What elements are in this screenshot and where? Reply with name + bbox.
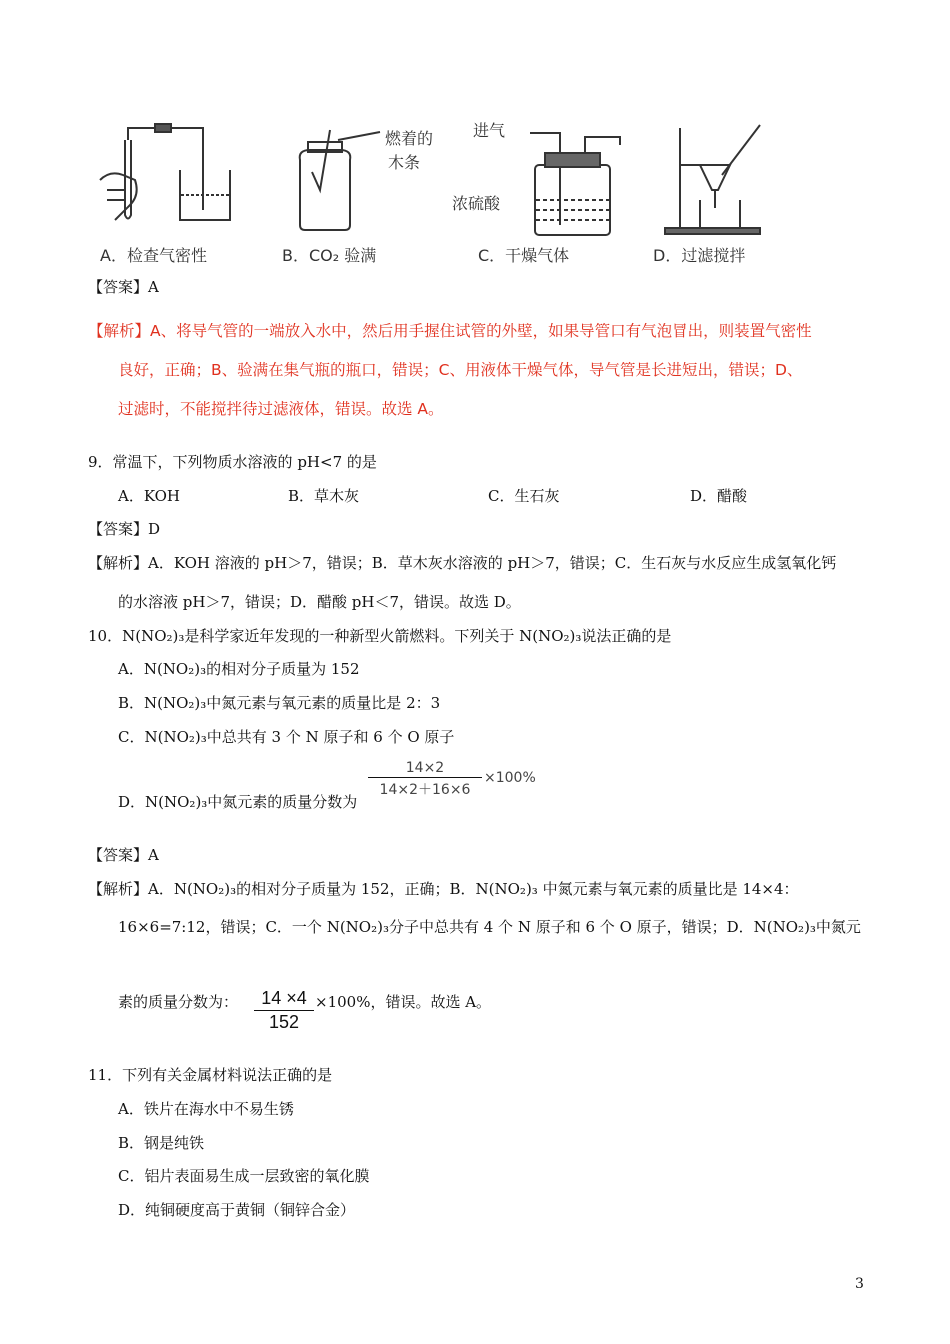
q9-option-b: B．草木灰 bbox=[288, 487, 360, 505]
q10-stem: 10．N(NO₂)₃是科学家近年发现的一种新型火箭燃料。下列关于 N(NO₂)₃说法正确的是 bbox=[88, 627, 672, 645]
figure-d-caption: D．过滤搅拌 bbox=[653, 246, 746, 265]
figure-b-label-2: 木条 bbox=[388, 153, 421, 172]
q10-answer: 【答案】A bbox=[88, 846, 159, 864]
figure-b-gas-jar bbox=[290, 120, 470, 240]
q9-answer: 【答案】D bbox=[88, 520, 161, 538]
figure-b-caption: B．CO₂ 验满 bbox=[282, 246, 377, 265]
q10-option-b: B．N(NO₂)₃中氮元素与氧元素的质量比是 2：3 bbox=[118, 694, 441, 712]
q9-analysis-line-2: 的水溶液 pH＞7，错误；D．醋酸 pH＜7，错误。故选 D。 bbox=[118, 593, 521, 611]
q8-analysis-line-2: 良好，正确；B、验满在集气瓶的瓶口，错误；C、用液体干燥气体，导气管是长进短出，错误；D、 bbox=[118, 361, 803, 379]
q9-stem: 9．常温下，下列物质水溶液的 pH<7 的是 bbox=[88, 453, 377, 471]
q8-analysis-tag: 【解析】 bbox=[88, 322, 151, 340]
figure-b-label-1: 燃着的 bbox=[385, 129, 434, 148]
figure-c-liquid-label: 浓硫酸 bbox=[452, 194, 501, 213]
figure-d-filtration bbox=[660, 120, 780, 240]
q11-option-d: D．纯铜硬度高于黄铜（铜锌合金） bbox=[118, 1201, 356, 1219]
q9-option-d: D．醋酸 bbox=[690, 487, 748, 505]
q10-analysis-line-2: 16×6=7:12，错误；C．一个 N(NO₂)₃分子中总共有 4 个 N 原子和 6 个 O 原子，错误；D．N(NO₂)₃中氮元 bbox=[118, 918, 861, 936]
q10-option-c: C．N(NO₂)₃中总共有 3 个 N 原子和 6 个 O 原子 bbox=[118, 728, 455, 746]
q10-option-a: A．N(NO₂)₃的相对分子质量为 152 bbox=[118, 660, 360, 678]
figure-c-inlet-label: 进气 bbox=[473, 121, 506, 140]
fraction-bar bbox=[254, 1010, 314, 1011]
page-number: 3 bbox=[855, 1276, 864, 1292]
q10-analysis-line-3-suffix: ×100%，错误。故选 A。 bbox=[315, 993, 492, 1011]
q10-analysis-line-3-prefix: 素的质量分数为： bbox=[118, 993, 239, 1011]
q11-option-a: A．铁片在海水中不易生锈 bbox=[118, 1100, 294, 1118]
q8-analysis-line-1: 【解析】A、将导气管的一端放入水中，然后用手握住试管的外壁，如果导管口有气泡冒出，则装置气密性 bbox=[88, 322, 812, 340]
q8-analysis-line-3: 过滤时，不能搅拌待过滤液体，错误。故选 A。 bbox=[118, 400, 444, 418]
fraction-numerator: 14×2 bbox=[405, 760, 445, 776]
q10-analysis-fraction bbox=[254, 988, 314, 1033]
figure-a-airtightness bbox=[95, 120, 255, 240]
q9-option-c: C．生石灰 bbox=[488, 487, 560, 505]
figure-c-caption: C．干燥气体 bbox=[478, 246, 570, 265]
fraction-denominator: 152 bbox=[268, 1012, 300, 1032]
fraction-denominator: 14×2＋16×6 bbox=[379, 782, 471, 798]
fraction-numerator: 14 ×4 bbox=[261, 988, 307, 1008]
q10-option-d-suffix: ×100% bbox=[484, 770, 536, 786]
q10-option-d: D．N(NO₂)₃中氮元素的质量分数为 bbox=[118, 793, 358, 811]
q10-analysis-line-1: 【解析】A．N(NO₂)₃的相对分子质量为 152，正确；B．N(NO₂)₃ 中氮元素与氧元素的质量比是 14×4： bbox=[88, 880, 799, 898]
q10-option-d-fraction bbox=[368, 760, 482, 799]
fraction-bar bbox=[368, 777, 482, 778]
q11-stem: 11．下列有关金属材料说法正确的是 bbox=[88, 1066, 333, 1084]
figure-c-drying-bottle bbox=[520, 125, 640, 240]
q11-option-b: B．钢是纯铁 bbox=[118, 1134, 205, 1152]
q8-answer: 【答案】A bbox=[88, 278, 159, 296]
q11-option-c: C．铝片表面易生成一层致密的氧化膜 bbox=[118, 1167, 370, 1185]
q9-option-a: A．KOH bbox=[118, 487, 181, 505]
q9-analysis-line-1: 【解析】A．KOH 溶液的 pH＞7，错误；B．草木灰水溶液的 pH＞7，错误；C．生石灰与水反应生成氢氧化钙 bbox=[88, 554, 837, 572]
figure-a-caption: A．检查气密性 bbox=[100, 246, 207, 265]
